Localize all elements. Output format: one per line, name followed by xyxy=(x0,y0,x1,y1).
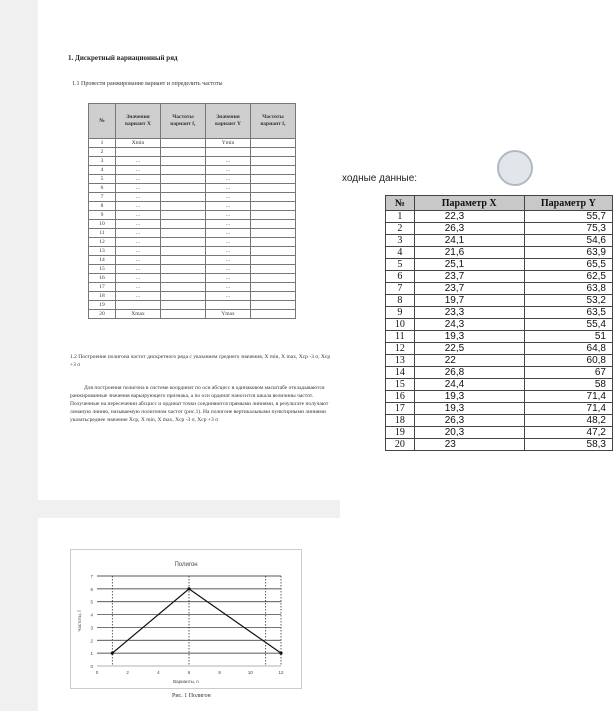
source-cell: 58 xyxy=(524,379,612,391)
table-cell: ... xyxy=(116,175,161,184)
source-row xyxy=(386,343,613,355)
table-cell xyxy=(161,265,206,274)
table-cell: ... xyxy=(206,247,251,256)
table-row xyxy=(89,157,296,166)
source-row xyxy=(386,331,613,343)
source-cell: 67 xyxy=(524,367,612,379)
source-row xyxy=(386,355,613,367)
table-cell: ... xyxy=(116,211,161,220)
doc-heading: 1. Дискретный вариационный ряд xyxy=(68,54,178,62)
table-cell: 17 xyxy=(89,283,116,292)
table-cell xyxy=(161,184,206,193)
source-cell: 64,8 xyxy=(524,343,612,355)
source-cell: 22,3 xyxy=(414,211,524,223)
source-cell: 20,3 xyxy=(414,427,524,439)
table-cell xyxy=(161,256,206,265)
source-row xyxy=(386,247,613,259)
table-cell: ... xyxy=(116,283,161,292)
source-cell: 4 xyxy=(386,247,415,259)
source-cell: 23,7 xyxy=(414,271,524,283)
source-row xyxy=(386,403,613,415)
table-row xyxy=(89,184,296,193)
source-row xyxy=(386,223,613,235)
source-cell: 23 xyxy=(414,439,524,451)
table-row xyxy=(89,274,296,283)
source-cell: 75,3 xyxy=(524,223,612,235)
table-cell xyxy=(251,157,296,166)
table-cell: ... xyxy=(206,193,251,202)
table-cell: ... xyxy=(206,211,251,220)
source-cell: 48,2 xyxy=(524,415,612,427)
source-cell: 13 xyxy=(386,355,415,367)
doc-subheading: 1.1 Провести ранжирование вариант и определить частоты xyxy=(72,81,223,87)
source-cell: 3 xyxy=(386,235,415,247)
source-cell: 55,4 xyxy=(524,319,612,331)
table-row xyxy=(89,220,296,229)
source-cell: 20 xyxy=(386,439,415,451)
table-cell: ... xyxy=(116,238,161,247)
source-cell: 16 xyxy=(386,391,415,403)
table-cell: ... xyxy=(206,157,251,166)
source-row xyxy=(386,427,613,439)
table-cell: ... xyxy=(206,238,251,247)
table-row xyxy=(89,238,296,247)
table-row xyxy=(89,229,296,238)
table-cell: ... xyxy=(206,265,251,274)
y-axis-label: Частоты, f xyxy=(77,610,82,632)
table-cell xyxy=(161,139,206,148)
table-cell xyxy=(116,301,161,310)
table-row xyxy=(89,256,296,265)
table-row xyxy=(89,175,296,184)
table-cell: ... xyxy=(206,166,251,175)
table-cell xyxy=(161,220,206,229)
source-row xyxy=(386,367,613,379)
table-cell: 9 xyxy=(89,211,116,220)
table-cell xyxy=(116,148,161,157)
table-cell: ... xyxy=(206,256,251,265)
source-cell: 19,3 xyxy=(414,391,524,403)
section-1-2: 1.2 Построение полигона частот дискретного ряда с указанием среднего значения, X min, X max, Xcp -3 σ, Xcp +3 σ xyxy=(70,354,331,368)
figure-caption: Рис. 1 Полигон xyxy=(172,693,211,699)
table-cell: 7 xyxy=(89,193,116,202)
table-cell: ... xyxy=(116,166,161,175)
table-cell xyxy=(161,148,206,157)
table-cell xyxy=(251,301,296,310)
table-cell xyxy=(251,202,296,211)
table-cell: ... xyxy=(206,229,251,238)
x-tick-label: 6 xyxy=(187,670,191,675)
source-row xyxy=(386,211,613,223)
table-cell: ... xyxy=(116,184,161,193)
source-row xyxy=(386,259,613,271)
table-cell xyxy=(251,265,296,274)
rank-table-header: № xyxy=(89,104,116,139)
source-cell: 54,6 xyxy=(524,235,612,247)
rank-table-header: Значения вариант X xyxy=(116,104,161,139)
source-cell: 22 xyxy=(414,355,524,367)
table-row xyxy=(89,139,296,148)
source-cell: 2 xyxy=(386,223,415,235)
table-row xyxy=(89,166,296,175)
table-cell xyxy=(161,193,206,202)
table-row xyxy=(89,292,296,301)
source-cell: 9 xyxy=(386,307,415,319)
table-cell xyxy=(161,310,206,319)
table-cell: ... xyxy=(206,184,251,193)
source-cell: 11 xyxy=(386,331,415,343)
source-row xyxy=(386,319,613,331)
source-cell: 19 xyxy=(386,427,415,439)
table-cell: ... xyxy=(116,157,161,166)
source-cell: 24,4 xyxy=(414,379,524,391)
x-tick-label: 10 xyxy=(247,670,253,675)
table-cell: ... xyxy=(206,202,251,211)
table-cell xyxy=(161,211,206,220)
table-cell xyxy=(251,166,296,175)
table-cell xyxy=(251,310,296,319)
source-row xyxy=(386,379,613,391)
touch-indicator xyxy=(497,150,533,186)
source-cell: 22,5 xyxy=(414,343,524,355)
source-cell: 8 xyxy=(386,295,415,307)
source-cell: 10 xyxy=(386,319,415,331)
table-cell: ... xyxy=(206,292,251,301)
table-cell: 14 xyxy=(89,256,116,265)
source-cell: 63,5 xyxy=(524,307,612,319)
source-header: Параметр X xyxy=(414,196,524,211)
source-cell: 63,8 xyxy=(524,283,612,295)
table-cell xyxy=(161,238,206,247)
source-cell: 7 xyxy=(386,283,415,295)
table-cell: ... xyxy=(116,220,161,229)
table-cell xyxy=(251,211,296,220)
source-cell: 26,8 xyxy=(414,367,524,379)
table-cell: ... xyxy=(206,175,251,184)
x-tick-label: 12 xyxy=(278,670,284,675)
table-cell: Xmin xyxy=(116,139,161,148)
y-tick-label: 7 xyxy=(90,574,93,579)
table-cell xyxy=(251,247,296,256)
source-cell: 71,4 xyxy=(524,403,612,415)
table-cell: ... xyxy=(206,220,251,229)
x-tick-label: 0 xyxy=(95,670,99,675)
source-cell: 5 xyxy=(386,259,415,271)
source-cell: 51 xyxy=(524,331,612,343)
table-cell xyxy=(251,283,296,292)
table-cell: ... xyxy=(116,274,161,283)
table-cell: 19 xyxy=(89,301,116,310)
polygon-point xyxy=(187,587,190,590)
source-cell: 60,8 xyxy=(524,355,612,367)
table-cell xyxy=(251,292,296,301)
table-cell: 15 xyxy=(89,265,116,274)
table-cell xyxy=(251,274,296,283)
table-row xyxy=(89,301,296,310)
source-cell: 6 xyxy=(386,271,415,283)
source-cell: 65,5 xyxy=(524,259,612,271)
y-tick-label: 3 xyxy=(90,625,93,631)
source-cell: 1 xyxy=(386,211,415,223)
table-cell: 8 xyxy=(89,202,116,211)
source-cell: 26,3 xyxy=(414,415,524,427)
source-cell: 62,5 xyxy=(524,271,612,283)
table-cell xyxy=(251,184,296,193)
table-cell: 2 xyxy=(89,148,116,157)
polygon-line xyxy=(112,589,281,653)
source-cell: 23,3 xyxy=(414,307,524,319)
x-tick-label: 2 xyxy=(126,670,129,675)
source-cell: 21,6 xyxy=(414,247,524,259)
source-row xyxy=(386,391,613,403)
table-cell: 20 xyxy=(89,310,116,319)
y-tick-label: 1 xyxy=(90,651,93,657)
table-cell xyxy=(161,292,206,301)
polygon-point xyxy=(279,652,282,655)
table-cell: 13 xyxy=(89,247,116,256)
source-row xyxy=(386,271,613,283)
table-cell xyxy=(251,193,296,202)
table-cell: 10 xyxy=(89,220,116,229)
y-tick-label: 0 xyxy=(90,664,93,669)
source-cell: 19,3 xyxy=(414,331,524,343)
source-table xyxy=(385,195,613,451)
table-cell xyxy=(206,301,251,310)
polygon-chart xyxy=(70,549,302,689)
table-row xyxy=(89,283,296,292)
source-row xyxy=(386,307,613,319)
table-cell xyxy=(161,175,206,184)
table-cell xyxy=(161,166,206,175)
table-cell: 12 xyxy=(89,238,116,247)
table-cell: Ymin xyxy=(206,139,251,148)
table-row xyxy=(89,148,296,157)
table-row xyxy=(89,310,296,319)
table-cell xyxy=(251,220,296,229)
table-row xyxy=(89,211,296,220)
table-cell xyxy=(251,175,296,184)
table-row xyxy=(89,265,296,274)
source-row xyxy=(386,283,613,295)
y-tick-label: 4 xyxy=(90,612,93,618)
table-cell: ... xyxy=(116,202,161,211)
table-row xyxy=(89,202,296,211)
source-cell: 18 xyxy=(386,415,415,427)
table-cell: 16 xyxy=(89,274,116,283)
source-cell: 47,2 xyxy=(524,427,612,439)
table-cell: ... xyxy=(116,265,161,274)
source-cell: 53,2 xyxy=(524,295,612,307)
rank-table-header: Значения вариант Y xyxy=(206,104,251,139)
source-cell: 71,4 xyxy=(524,391,612,403)
table-cell xyxy=(206,148,251,157)
table-cell: ... xyxy=(206,283,251,292)
table-cell: 6 xyxy=(89,184,116,193)
chart-title: Полигон xyxy=(174,562,198,568)
source-cell: 25,1 xyxy=(414,259,524,271)
source-cell: 55,7 xyxy=(524,211,612,223)
x-tick-label: 8 xyxy=(218,670,221,675)
source-cell: 58,3 xyxy=(524,439,612,451)
source-cell: 17 xyxy=(386,403,415,415)
table-row xyxy=(89,247,296,256)
table-cell: Xmax xyxy=(116,310,161,319)
table-cell xyxy=(161,157,206,166)
table-cell xyxy=(251,148,296,157)
table-cell: ... xyxy=(206,274,251,283)
table-cell xyxy=(161,229,206,238)
source-header: № xyxy=(386,196,415,211)
source-cell: 24,1 xyxy=(414,235,524,247)
x-tick-label: 4 xyxy=(157,670,160,675)
source-cell: 63,9 xyxy=(524,247,612,259)
rank-table xyxy=(88,103,296,319)
source-cell: 19,3 xyxy=(414,403,524,415)
x-axis-label: Варианты, n xyxy=(173,679,199,684)
source-header: Параметр Y xyxy=(524,196,612,211)
table-cell xyxy=(251,139,296,148)
table-cell: ... xyxy=(116,193,161,202)
rank-table-header: Частоты вариант f₁ xyxy=(161,104,206,139)
source-cell: 26,3 xyxy=(414,223,524,235)
table-cell xyxy=(161,283,206,292)
table-cell xyxy=(161,301,206,310)
table-cell: 1 xyxy=(89,139,116,148)
method-paragraph: Для построения полигона в системе координат по оси абсцисс в одинаковом масштабе откладываются ранжированные значения варьирующего признака, а по оси ординат наносится шкала величины частот. Полученные на пересечении абсцисс и ординат точки соединяются прямыми линиями, в результате получают ломаную линию, называемую полигоном частот (рис.1). На полигоне вертикальными пунктирными линиями указатьсреднее значение Xcp, X min, X max, Xcp -3 σ, Xcp +3 σ xyxy=(70,385,329,423)
table-cell xyxy=(161,202,206,211)
rank-table-header: Частоты вариант fᵧ xyxy=(251,104,296,139)
source-cell: 14 xyxy=(386,367,415,379)
source-cell: 15 xyxy=(386,379,415,391)
source-row xyxy=(386,439,613,451)
table-row xyxy=(89,193,296,202)
source-cell: 24,3 xyxy=(414,319,524,331)
source-cell: 12 xyxy=(386,343,415,355)
y-tick-label: 2 xyxy=(90,638,93,644)
table-cell: 5 xyxy=(89,175,116,184)
table-cell: 18 xyxy=(89,292,116,301)
table-cell xyxy=(161,247,206,256)
table-cell: 4 xyxy=(89,166,116,175)
table-cell: ... xyxy=(116,229,161,238)
table-cell xyxy=(251,238,296,247)
source-row xyxy=(386,235,613,247)
polygon-point xyxy=(111,652,114,655)
y-tick-label: 6 xyxy=(90,586,93,592)
table-cell xyxy=(161,274,206,283)
table-cell xyxy=(251,256,296,265)
table-cell: ... xyxy=(116,247,161,256)
source-row xyxy=(386,415,613,427)
table-cell xyxy=(251,229,296,238)
table-cell: ... xyxy=(116,292,161,301)
table-cell: 3 xyxy=(89,157,116,166)
source-cell: 19,7 xyxy=(414,295,524,307)
table-cell: 11 xyxy=(89,229,116,238)
source-row xyxy=(386,295,613,307)
source-label: ходные данные: xyxy=(342,173,418,184)
polygon-chart-svg xyxy=(71,550,301,688)
source-cell: 23,7 xyxy=(414,283,524,295)
table-cell: ... xyxy=(116,256,161,265)
y-tick-label: 5 xyxy=(90,599,93,605)
table-cell: Ymax xyxy=(206,310,251,319)
